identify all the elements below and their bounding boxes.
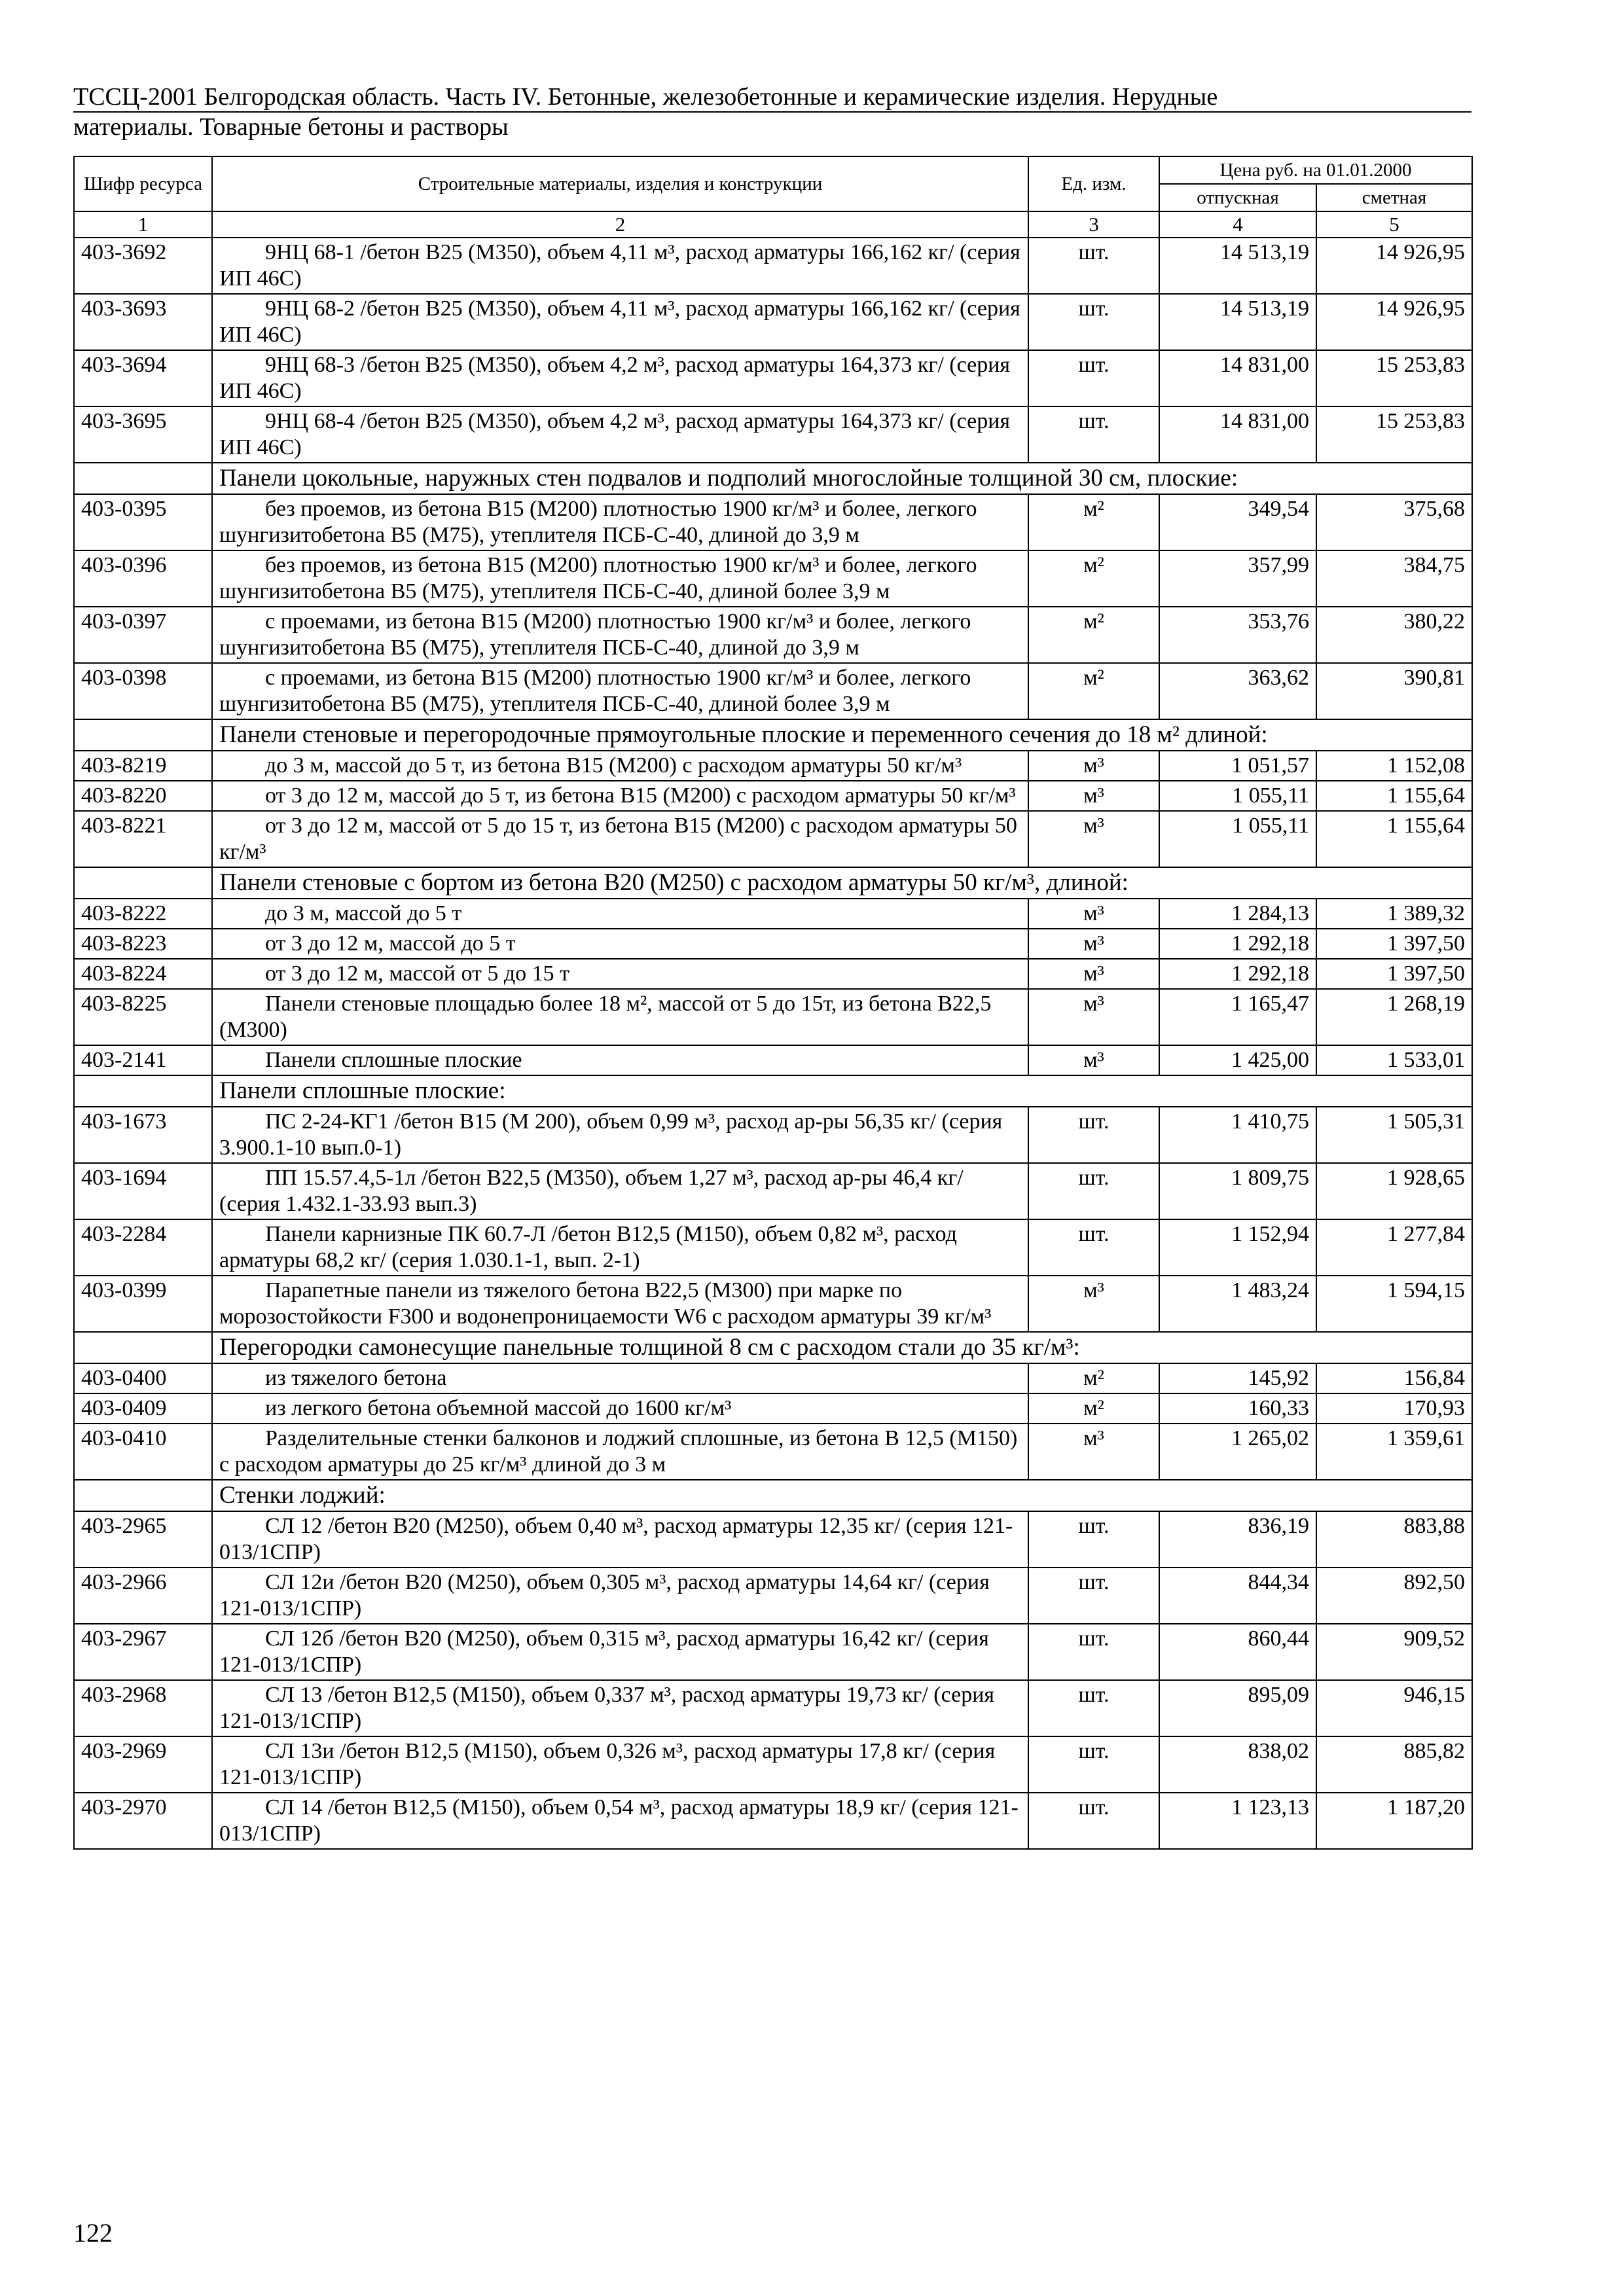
table-row — [74, 607, 1472, 663]
estimate-price: 1 928,65 — [1316, 1163, 1472, 1219]
table-row — [74, 1793, 1472, 1849]
section-heading: Панели сплошные плоские: — [212, 1075, 1472, 1107]
table-row — [74, 1363, 1472, 1393]
unit-of-measure: м³ — [1028, 781, 1159, 811]
estimate-price: 883,88 — [1316, 1511, 1472, 1568]
item-description: СЛ 13и /бетон В12,5 (М150), объем 0,326 м³, расход арматуры 17,8 кг/ (серия 121-013/1СПР) — [212, 1736, 1028, 1793]
release-price: 14 831,00 — [1159, 350, 1316, 406]
estimate-price: 1 152,08 — [1316, 751, 1472, 781]
section-row — [74, 463, 1472, 494]
table-row — [74, 663, 1472, 719]
estimate-price: 170,93 — [1316, 1393, 1472, 1424]
resource-code: 403-0396 — [74, 550, 212, 607]
item-description: Разделительные стенки балконов и лоджий сплошные, из бетона В 12,5 (М150) с расходом арматуры до 25 кг/м³ длиной до 3 м — [212, 1424, 1028, 1480]
item-description: 9НЦ 68-2 /бетон В25 (М350), объем 4,11 м³, расход арматуры 166,162 кг/ (серия ИП 46С) — [212, 294, 1028, 350]
estimate-price: 1 397,50 — [1316, 929, 1472, 959]
resource-code: 403-3695 — [74, 406, 212, 463]
item-description: СЛ 12 /бетон В20 (М250), объем 0,40 м³, расход арматуры 12,35 кг/ (серия 121-013/1СПР) — [212, 1511, 1028, 1568]
estimate-price: 380,22 — [1316, 607, 1472, 663]
col-header-unit: Ед. изм. — [1028, 156, 1159, 211]
table-row — [74, 1045, 1472, 1075]
title-line-2: материалы. Товарные бетоны и растворы — [73, 113, 509, 141]
release-price: 349,54 — [1159, 494, 1316, 550]
unit-of-measure: шт. — [1028, 1736, 1159, 1793]
table-row — [74, 294, 1472, 350]
item-description: с проемами, из бетона В15 (М200) плотностью 1900 кг/м³ и более, легкого шунгизитобетона В5 (М75), утеплителя ПСБ-С-40, длиной более 3,9 м — [212, 663, 1028, 719]
item-description: Парапетные панели из тяжелого бетона В22,5 (М300) при марке по морозостойкости F300 и водонепроницаемости W6 с расходом арматуры 39 кг/м³ — [212, 1276, 1028, 1332]
resource-code: 403-2969 — [74, 1736, 212, 1793]
resource-code: 403-8224 — [74, 959, 212, 989]
section-row — [74, 867, 1472, 899]
release-price: 838,02 — [1159, 1736, 1316, 1793]
item-description: 9НЦ 68-4 /бетон В25 (М350), объем 4,2 м³, расход арматуры 164,373 кг/ (серия ИП 46С) — [212, 406, 1028, 463]
unit-of-measure: шт. — [1028, 1680, 1159, 1736]
item-description: Панели стеновые площадью более 18 м², массой от 5 до 15т, из бетона В22,5 (М300) — [212, 989, 1028, 1045]
table-row — [74, 1424, 1472, 1480]
item-description: от 3 до 12 м, массой от 5 до 15 т, из бетона В15 (М200) с расходом арматуры 50 кг/м³ — [212, 811, 1028, 867]
unit-of-measure: шт. — [1028, 1793, 1159, 1849]
col-number-4: 4 — [1159, 211, 1316, 238]
resource-code: 403-0395 — [74, 494, 212, 550]
release-price: 1 284,13 — [1159, 899, 1316, 929]
table-body — [74, 238, 1472, 1849]
resource-code: 403-3693 — [74, 294, 212, 350]
estimate-price: 15 253,83 — [1316, 350, 1472, 406]
section-row — [74, 1332, 1472, 1363]
resource-code: 403-8219 — [74, 751, 212, 781]
resource-code: 403-2970 — [74, 1793, 212, 1849]
table-row — [74, 781, 1472, 811]
estimate-price: 1 397,50 — [1316, 959, 1472, 989]
header-row — [74, 156, 1472, 184]
release-price: 1 292,18 — [1159, 959, 1316, 989]
unit-of-measure: шт. — [1028, 294, 1159, 350]
col-header-name: Строительные материалы, изделия и конструкции — [212, 156, 1028, 211]
release-price: 844,34 — [1159, 1568, 1316, 1624]
table-row — [74, 550, 1472, 607]
release-price: 1 051,57 — [1159, 751, 1316, 781]
table-row — [74, 1276, 1472, 1332]
unit-of-measure: шт. — [1028, 1511, 1159, 1568]
section-row — [74, 1075, 1472, 1107]
item-description: ПС 2-24-КГ1 /бетон В15 (М 200), объем 0,99 м³, расход ар-ры 56,35 кг/ (серия 3.900.1-10 вып.0-1) — [212, 1107, 1028, 1163]
estimate-price: 1 389,32 — [1316, 899, 1472, 929]
release-price: 14 831,00 — [1159, 406, 1316, 463]
estimate-price: 1 505,31 — [1316, 1107, 1472, 1163]
table-row — [74, 1163, 1472, 1219]
unit-of-measure: шт. — [1028, 238, 1159, 294]
unit-of-measure: м³ — [1028, 959, 1159, 989]
estimate-price: 14 926,95 — [1316, 238, 1472, 294]
item-description: от 3 до 12 м, массой от 5 до 15 т — [212, 959, 1028, 989]
resource-code: 403-0400 — [74, 1363, 212, 1393]
unit-of-measure: м³ — [1028, 929, 1159, 959]
estimate-price: 1 155,64 — [1316, 781, 1472, 811]
resource-code: 403-2965 — [74, 1511, 212, 1568]
section-code-cell — [74, 1332, 212, 1363]
section-code-cell — [74, 867, 212, 899]
release-price: 14 513,19 — [1159, 238, 1316, 294]
table-row — [74, 494, 1472, 550]
col-header-code: Шифр ресурса — [74, 156, 212, 211]
unit-of-measure: шт. — [1028, 1107, 1159, 1163]
table-row — [74, 751, 1472, 781]
section-heading: Панели стеновые и перегородочные прямоугольные плоские и переменного сечения до 18 м² длиной: — [212, 719, 1472, 751]
col-header-estimate-price: сметная — [1316, 184, 1472, 211]
resource-code: 403-2967 — [74, 1624, 212, 1680]
resource-code: 403-2284 — [74, 1219, 212, 1276]
item-description: Панели карнизные ПК 60.7-Л /бетон В12,5 (М150), объем 0,82 м³, расход арматуры 68,2 кг/ (серия 1.030.1-1, вып. 2-1) — [212, 1219, 1028, 1276]
section-row — [74, 719, 1472, 751]
table-row — [74, 1219, 1472, 1276]
resource-code: 403-0410 — [74, 1424, 212, 1480]
item-description: до 3 м, массой до 5 т — [212, 899, 1028, 929]
section-code-cell — [74, 719, 212, 751]
release-price: 145,92 — [1159, 1363, 1316, 1393]
table-row — [74, 406, 1472, 463]
col-number-2: 2 — [212, 211, 1028, 238]
estimate-price: 909,52 — [1316, 1624, 1472, 1680]
estimate-price: 15 253,83 — [1316, 406, 1472, 463]
table-row — [74, 929, 1472, 959]
page-number: 122 — [73, 2218, 113, 2248]
unit-of-measure: м² — [1028, 1393, 1159, 1424]
release-price: 1 483,24 — [1159, 1276, 1316, 1332]
title-line-1: ТССЦ-2001 Белгородская область. Часть IV. Бетонные, железобетонные и керамические изделия. Нерудные — [73, 82, 1471, 113]
release-price: 895,09 — [1159, 1680, 1316, 1736]
col-header-release-price: отпускная — [1159, 184, 1316, 211]
release-price: 1 123,13 — [1159, 1793, 1316, 1849]
estimate-price: 885,82 — [1316, 1736, 1472, 1793]
col-number-5: 5 — [1316, 211, 1472, 238]
item-description: Панели сплошные плоские — [212, 1045, 1028, 1075]
table-row — [74, 811, 1472, 867]
unit-of-measure: м³ — [1028, 751, 1159, 781]
estimate-price: 1 359,61 — [1316, 1424, 1472, 1480]
item-description: от 3 до 12 м, массой до 5 т — [212, 929, 1028, 959]
estimate-price: 946,15 — [1316, 1680, 1472, 1736]
unit-of-measure: шт. — [1028, 1163, 1159, 1219]
resource-code: 403-1694 — [74, 1163, 212, 1219]
resource-code: 403-0398 — [74, 663, 212, 719]
unit-of-measure: м³ — [1028, 1045, 1159, 1075]
release-price: 14 513,19 — [1159, 294, 1316, 350]
release-price: 1 410,75 — [1159, 1107, 1316, 1163]
unit-of-measure: м² — [1028, 550, 1159, 607]
resource-code: 403-3692 — [74, 238, 212, 294]
col-number-3: 3 — [1028, 211, 1159, 238]
item-description: 9НЦ 68-3 /бетон В25 (М350), объем 4,2 м³, расход арматуры 164,373 кг/ (серия ИП 46С) — [212, 350, 1028, 406]
estimate-price: 156,84 — [1316, 1363, 1472, 1393]
column-number-row — [74, 211, 1472, 238]
section-heading: Панели стеновые с бортом из бетона В20 (М250) с расходом арматуры 50 кг/м³, длиной: — [212, 867, 1472, 899]
col-number-1: 1 — [74, 211, 212, 238]
resource-code: 403-0399 — [74, 1276, 212, 1332]
resource-code: 403-8220 — [74, 781, 212, 811]
unit-of-measure: м² — [1028, 607, 1159, 663]
release-price: 357,99 — [1159, 550, 1316, 607]
resource-code: 403-3694 — [74, 350, 212, 406]
estimate-price: 384,75 — [1316, 550, 1472, 607]
item-description: без проемов, из бетона В15 (М200) плотностью 1900 кг/м³ и более, легкого шунгизитобетона В5 (М75), утеплителя ПСБ-С-40, длиной до 3,9 м — [212, 494, 1028, 550]
release-price: 1 152,94 — [1159, 1219, 1316, 1276]
item-description: от 3 до 12 м, массой до 5 т, из бетона В15 (М200) с расходом арматуры 50 кг/м³ — [212, 781, 1028, 811]
unit-of-measure: шт. — [1028, 350, 1159, 406]
unit-of-measure: м³ — [1028, 989, 1159, 1045]
release-price: 1 809,75 — [1159, 1163, 1316, 1219]
unit-of-measure: м² — [1028, 1363, 1159, 1393]
table-row — [74, 1736, 1472, 1793]
release-price: 160,33 — [1159, 1393, 1316, 1424]
item-description: 9НЦ 68-1 /бетон В25 (М350), объем 4,11 м³, расход арматуры 166,162 кг/ (серия ИП 46С) — [212, 238, 1028, 294]
estimate-price: 1 277,84 — [1316, 1219, 1472, 1276]
unit-of-measure: м³ — [1028, 1424, 1159, 1480]
estimate-price: 1 268,19 — [1316, 989, 1472, 1045]
price-table — [73, 156, 1473, 1850]
item-description: СЛ 13 /бетон В12,5 (М150), объем 0,337 м³, расход арматуры 19,73 кг/ (серия 121-013/1СПР) — [212, 1680, 1028, 1736]
unit-of-measure: м³ — [1028, 1276, 1159, 1332]
table-row — [74, 1568, 1472, 1624]
release-price: 353,76 — [1159, 607, 1316, 663]
release-price: 363,62 — [1159, 663, 1316, 719]
section-heading: Стенки лоджий: — [212, 1480, 1472, 1511]
unit-of-measure: м³ — [1028, 811, 1159, 867]
resource-code: 403-8225 — [74, 989, 212, 1045]
table-row — [74, 899, 1472, 929]
section-code-cell — [74, 1075, 212, 1107]
unit-of-measure: шт. — [1028, 406, 1159, 463]
document-title — [73, 82, 1471, 141]
estimate-price: 1 594,15 — [1316, 1276, 1472, 1332]
estimate-price: 892,50 — [1316, 1568, 1472, 1624]
estimate-price: 1 155,64 — [1316, 811, 1472, 867]
estimate-price: 1 533,01 — [1316, 1045, 1472, 1075]
item-description: с проемами, из бетона В15 (М200) плотностью 1900 кг/м³ и более, легкого шунгизитобетона В5 (М75), утеплителя ПСБ-С-40, длиной до 3,9 м — [212, 607, 1028, 663]
table-row — [74, 1107, 1472, 1163]
resource-code: 403-2968 — [74, 1680, 212, 1736]
unit-of-measure: шт. — [1028, 1219, 1159, 1276]
table-row — [74, 989, 1472, 1045]
table-row — [74, 350, 1472, 406]
resource-code: 403-1673 — [74, 1107, 212, 1163]
resource-code: 403-0409 — [74, 1393, 212, 1424]
section-code-cell — [74, 1480, 212, 1511]
release-price: 1 055,11 — [1159, 781, 1316, 811]
unit-of-measure: м² — [1028, 663, 1159, 719]
resource-code: 403-2141 — [74, 1045, 212, 1075]
table-row — [74, 1624, 1472, 1680]
section-code-cell — [74, 463, 212, 494]
estimate-price: 390,81 — [1316, 663, 1472, 719]
release-price: 1 292,18 — [1159, 929, 1316, 959]
estimate-price: 375,68 — [1316, 494, 1472, 550]
resource-code: 403-8222 — [74, 899, 212, 929]
table-row — [74, 1680, 1472, 1736]
item-description: СЛ 14 /бетон В12,5 (М150), объем 0,54 м³, расход арматуры 18,9 кг/ (серия 121-013/1СПР) — [212, 1793, 1028, 1849]
release-price: 860,44 — [1159, 1624, 1316, 1680]
release-price: 836,19 — [1159, 1511, 1316, 1568]
estimate-price: 14 926,95 — [1316, 294, 1472, 350]
item-description: без проемов, из бетона В15 (М200) плотностью 1900 кг/м³ и более, легкого шунгизитобетона В5 (М75), утеплителя ПСБ-С-40, длиной более 3,9 м — [212, 550, 1028, 607]
release-price: 1 165,47 — [1159, 989, 1316, 1045]
section-heading: Перегородки самонесущие панельные толщиной 8 см с расходом стали до 35 кг/м³: — [212, 1332, 1472, 1363]
unit-of-measure: шт. — [1028, 1568, 1159, 1624]
item-description: до 3 м, массой до 5 т, из бетона В15 (М200) с расходом арматуры 50 кг/м³ — [212, 751, 1028, 781]
unit-of-measure: м² — [1028, 494, 1159, 550]
estimate-price: 1 187,20 — [1316, 1793, 1472, 1849]
resource-code: 403-8221 — [74, 811, 212, 867]
table-row — [74, 1393, 1472, 1424]
table-row — [74, 238, 1472, 294]
item-description: СЛ 12и /бетон В20 (М250), объем 0,305 м³, расход арматуры 14,64 кг/ (серия 121-013/1СПР) — [212, 1568, 1028, 1624]
item-description: ПП 15.57.4,5-1л /бетон В22,5 (М350), объем 1,27 м³, расход ар-ры 46,4 кг/ (серия 1.432.1-33.93 вып.3) — [212, 1163, 1028, 1219]
item-description: из легкого бетона объемной массой до 1600 кг/м³ — [212, 1393, 1028, 1424]
item-description: из тяжелого бетона — [212, 1363, 1028, 1393]
unit-of-measure: м³ — [1028, 899, 1159, 929]
release-price: 1 055,11 — [1159, 811, 1316, 867]
resource-code: 403-2966 — [74, 1568, 212, 1624]
release-price: 1 425,00 — [1159, 1045, 1316, 1075]
unit-of-measure: шт. — [1028, 1624, 1159, 1680]
resource-code: 403-8223 — [74, 929, 212, 959]
release-price: 1 265,02 — [1159, 1424, 1316, 1480]
col-header-price-group: Цена руб. на 01.01.2000 — [1159, 156, 1472, 184]
section-heading: Панели цокольные, наружных стен подвалов и подполий многослойные толщиной 30 см, плоские: — [212, 463, 1472, 494]
section-row — [74, 1480, 1472, 1511]
item-description: СЛ 12б /бетон В20 (М250), объем 0,315 м³, расход арматуры 16,42 кг/ (серия 121-013/1СПР) — [212, 1624, 1028, 1680]
resource-code: 403-0397 — [74, 607, 212, 663]
table-row — [74, 1511, 1472, 1568]
table-row — [74, 959, 1472, 989]
